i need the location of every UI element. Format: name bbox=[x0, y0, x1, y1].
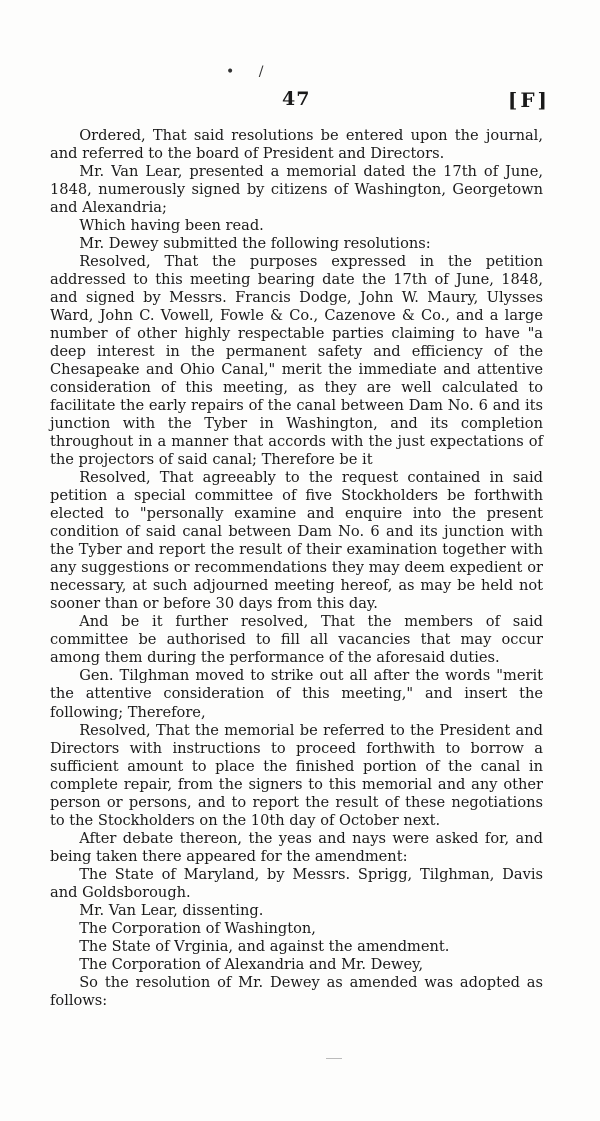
paragraph-dewey-submitted: Mr. Dewey submitted the following resolutions: bbox=[79, 235, 431, 253]
paragraph-tilghman-motion: Gen. Tilghman moved to strike out all after the words "merit the attentive consideration of this meeting," and insert the following; Therefore, bbox=[50, 667, 543, 721]
paragraph-ordered: Ordered, That said resolutions be entered upon the journal, and referred to the board of President and Directors. bbox=[50, 127, 543, 163]
paragraph-debate: After debate thereon, the yeas and nays were asked for, and being taken there appeared for the amendment: bbox=[50, 829, 543, 865]
page-header bbox=[50, 88, 550, 114]
paragraph-virginia: The State of Vrginia, and against the amendment. bbox=[79, 937, 450, 955]
paragraph-resolved-memorial: Resolved, That the memorial be referred to the President and Directors with instructions to proceed forthwith to borrow a sufficient amount to place the finished portion of the canal in complete repair, from the signers to this memorial and any other person or persons, and to report the result of these negotiations to the Stockholders on the 10th day of October next. bbox=[50, 721, 543, 829]
paragraph-washington: The Corporation of Washington, bbox=[79, 919, 316, 937]
footer-rule bbox=[326, 1058, 342, 1059]
page-number: 47 bbox=[282, 88, 311, 110]
paragraph-adopted: So the resolution of Mr. Dewey as amended was adopted as follows: bbox=[50, 973, 543, 1009]
paragraph-resolved-committee: Resolved, That agreeably to the request contained in said petition a special committee of five Stockholders be forthwith elected to "personally examine and enquire into the present condition of said canal between Dam No. 6 and its junction with the Tyber and report the result of their examination together with any suggestions or recommendations they may deem expedient or necessary, at such adjourned meeting hereof, as may be held not sooner than or before 30 days from this day. bbox=[50, 469, 543, 613]
paragraph-resolved-petition: Resolved, That the purposes expressed in the petition addressed to this meeting bearing date the 17th of June, 1848, and signed by Messrs. Francis Dodge, John W. Maury, Ulysses Ward, John C. Vowell, Fowle & Co., Cazenove & Co., and a large number of other highly respectable parties claiming to have "a deep interest in the permanent safety and efficiency of the Chesapeake and Ohio Canal," merit the immediate and attentive consideration of this meeting, as they are well calculated to facilitate the early repairs of the canal between Dam No. 6 and its junction with the Tyber in Washington, and its completion throughout in a manner that accords with the just expectations of the projectors of said canal; Therefore be it bbox=[50, 253, 543, 469]
paragraph-alexandria: The Corporation of Alexandria and Mr. Dewey, bbox=[79, 955, 424, 973]
page-signature-mark: [F] bbox=[507, 88, 550, 112]
paragraph-van-lear-dissenting: Mr. Van Lear, dissenting. bbox=[79, 901, 264, 919]
body-text bbox=[50, 127, 543, 1010]
top-marks: • / bbox=[226, 64, 274, 80]
paragraph-memorial: Mr. Van Lear, presented a memorial dated the 17th of June, 1848, numerously signed by citizens of Washington, Georgetown and Alexandria; bbox=[50, 163, 543, 217]
paragraph-read: Which having been read. bbox=[79, 217, 264, 235]
paragraph-maryland: The State of Maryland, by Messrs. Sprigg, Tilghman, Davis and Goldsborough. bbox=[50, 865, 543, 901]
paragraph-further-resolved: And be it further resolved, That the members of said committee be authorised to fill all vacancies that may occur among them during the performance of the aforesaid duties. bbox=[50, 613, 543, 667]
